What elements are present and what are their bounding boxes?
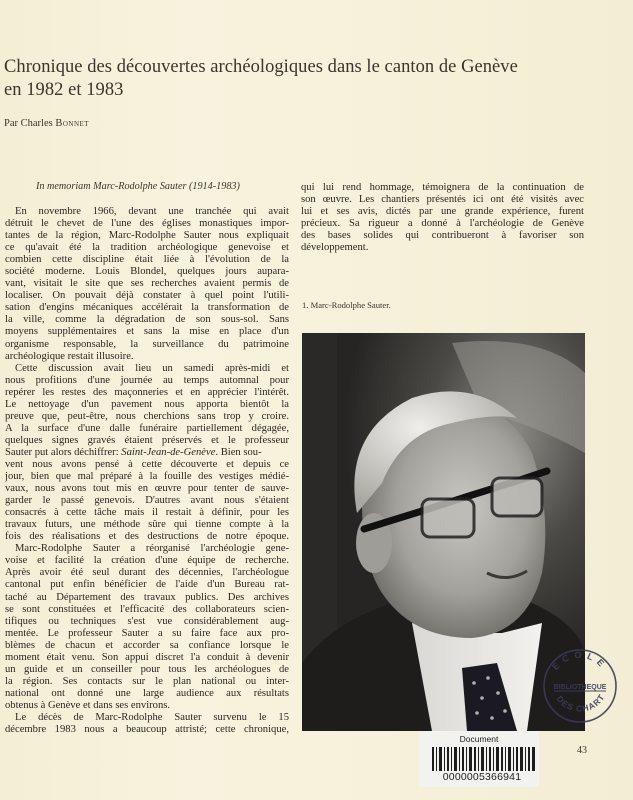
text-line: national ont donné une large audience aux résultats	[5, 687, 289, 699]
text-line: cantonal put enfin bénéficier de l'aide d'un Bureau rat-	[5, 579, 289, 591]
inscription-text: Saint-Jean-de-Genève	[121, 446, 216, 458]
text-line: voise et facilité la création d'une équipe de recherche.	[5, 555, 289, 567]
byline-prefix: Par Charles	[4, 118, 56, 129]
text-line: sation d'engins mécaniques accélérait la transformation de	[5, 302, 289, 314]
text-line: la ville, comme la dégradation de son sous-sol. Sans	[5, 314, 289, 326]
text-line: combien cette discipline était liée à l'évolution de la	[5, 254, 289, 266]
text-line: la région. Ses contacts sur le plan national ou inter-	[5, 675, 289, 687]
barcode-label	[419, 731, 539, 787]
text-line: localiser. On pouvait déjà constater à quel point l'utili-	[5, 290, 289, 302]
byline	[4, 118, 89, 129]
text-line: lui et ses avis, dictés par une grande expérience, furent	[301, 206, 584, 218]
text-line: développement.	[301, 242, 369, 254]
text-line: A la surface d'une dalle funéraire partiellement dégagée,	[5, 422, 289, 434]
text-fragment: . Bien sou-	[215, 446, 262, 458]
text-line: quelques signes gravés étaient préservés et le professeur	[5, 434, 289, 446]
barcode-number: 0000005366941	[442, 771, 522, 783]
text-line: décembre 1983 nous a beaucoup attristé; cette chronique,	[5, 724, 289, 736]
stamp-seal	[540, 646, 620, 726]
text-line: détruit le chevet de l'une des églises monastiques impor-	[5, 218, 289, 230]
text-line	[5, 447, 289, 459]
text-line: tantes de la région, Marc-Rodolphe Sauter nous expliquait	[5, 230, 289, 242]
barcode-title: Document	[459, 734, 499, 744]
figure-caption: 1. Marc-Rodolphe Sauter.	[302, 300, 391, 310]
text-line: fois des réalisations et des destructions de notre époque.	[5, 531, 289, 543]
dedication: In memoriam Marc-Rodolphe Sauter (1914-1983)	[36, 181, 240, 192]
text-line: preuve que, peut-être, nous cherchions sans trop y croire.	[5, 410, 289, 422]
text-line: moment était venu. Son appui discret l'a conduit à devenir	[5, 651, 289, 663]
text-line: organisme responsable, la surveillance du patrimoine	[5, 338, 289, 350]
text-line: précieux. Sa rigueur a donné à l'archéologie de Genève	[301, 218, 584, 230]
right-column	[301, 182, 584, 254]
text-line: vant, visitait le site que ses recherches avaient permis de	[5, 278, 289, 290]
page-number: 43	[577, 745, 587, 756]
text-line: taché au Département des travaux publics. Des archives	[5, 591, 289, 603]
text-line: qui lui rend hommage, témoignera de la continuation de	[301, 182, 584, 193]
svg-text:BIBLIOTHEQUE: BIBLIOTHEQUE	[553, 684, 607, 691]
text-line: Le décès de Marc-Rodolphe Sauter survenu le 15	[15, 711, 289, 723]
text-line: Le nettoyage d'un pavement nous apporta bientôt la	[5, 398, 289, 410]
text-line: son œuvre. Les chantiers présentés ici ont été visités avec	[301, 194, 584, 206]
text-line: travaux futurs, une méthode sûre qui tienne compte à la	[5, 519, 289, 531]
text-line: jour, bien que mal préparé à la fouille des vestiges médié-	[5, 471, 289, 483]
text-line: un guide et un conseiller pour tous les archéologues de	[5, 663, 289, 675]
text-fragment: Sauter put alors déchiffrer:	[5, 446, 122, 458]
text-line: repérer les restes des maçonneries et en apprécier l'intérêt.	[5, 386, 289, 398]
text-line: se sont constituées et l'efficacité des collaborateurs scien-	[5, 603, 289, 615]
text-line: tifiques ou techniques s'est vue considérablement aug-	[5, 615, 289, 627]
svg-text:DES CHARTES: DES CHART	[554, 691, 607, 714]
text-line: Marc-Rodolphe Sauter a réorganisé l'archéologie gene-	[15, 543, 289, 555]
barcode-icon	[432, 747, 536, 771]
text-line: société moderne. Louis Blondel, quelques jours aupara-	[5, 266, 289, 278]
text-line: En novembre 1966, devant une tranchée qui avait	[15, 206, 289, 217]
text-line: ce qu'avait été la tradition archéologique genevoise et	[5, 242, 289, 254]
text-line: blèmes de chacun et accorder sa confiance lorsque le	[5, 639, 289, 651]
text-line: mentée. Le professeur Sauter a su faire face aux pro-	[5, 627, 289, 639]
title-line: Chronique des découvertes archéologiques dans le canton de Genève	[4, 57, 518, 77]
svg-text:ECOLE: ECOLE	[550, 649, 610, 673]
text-line: garder le passé genevois. D'autres avant nous s'étaient	[5, 495, 289, 507]
text-line: consacrés à cette tâche mais il restait à définir, pour les	[5, 507, 289, 519]
article-title	[4, 56, 604, 102]
text-line: moyens supplémentaires et sans la mise en place d'un	[5, 326, 289, 338]
library-stamp	[540, 646, 620, 726]
title-line: en 1982 et 1983	[4, 80, 124, 100]
text-line: archéologique restait illusoire.	[5, 350, 134, 362]
author-name: Bonnet	[55, 118, 90, 129]
left-column	[5, 206, 289, 736]
text-line: vent nous avons pensé à cette découverte et depuis ce	[5, 458, 289, 470]
text-line: Après avoir été seul durant des décennies, l'archéologue	[5, 567, 289, 579]
text-line: vaux, nous avons tout mis en œuvre pour tenter de sauve-	[5, 483, 289, 495]
text-line: nous profitions d'une journée au temps automnal pour	[5, 374, 289, 386]
text-line: obtenus à Genève et dans ses environs.	[5, 699, 171, 711]
text-line: Cette discussion avait lieu un samedi après-midi et	[15, 362, 289, 374]
text-line: des bases solides qui contribueront à favoriser son	[301, 230, 584, 242]
